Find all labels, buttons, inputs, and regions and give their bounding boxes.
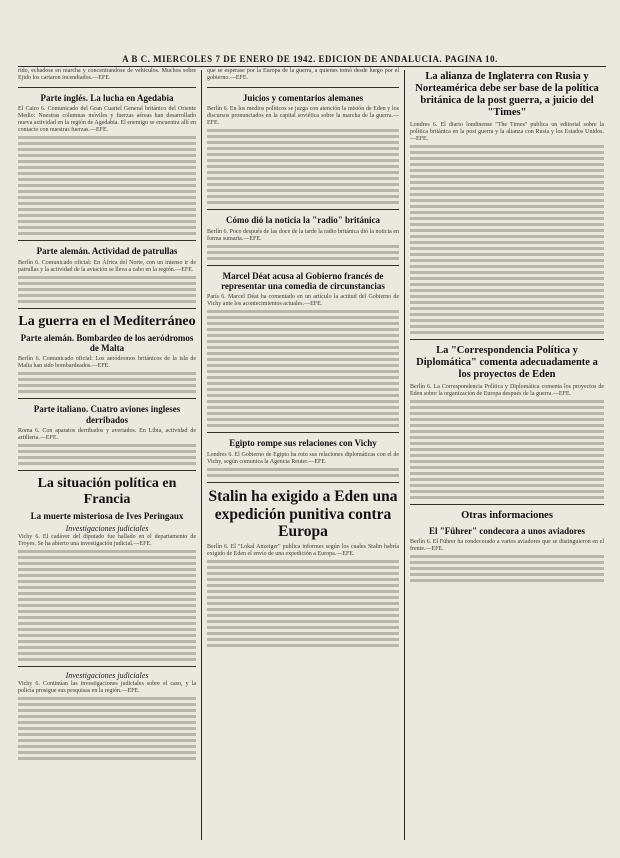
separator <box>18 308 196 309</box>
article-headline: Parte alemán. Actividad de patrullas <box>36 246 178 257</box>
separator <box>18 87 196 88</box>
article-headline: Marcel Déat acusa al Gobierno francés de representar una comedia de circunstancias <box>221 270 385 292</box>
column-3 <box>410 68 604 585</box>
article-headline: La "Correspondencia Política y Diplomática" comenta adecuadamente a los proyectos de Eden <box>416 345 598 381</box>
separator <box>18 398 196 399</box>
text-lines <box>207 245 399 260</box>
column-1 <box>18 68 196 763</box>
header-rule <box>18 66 606 67</box>
column-divider <box>404 70 405 840</box>
article-text: Berlín 6. El "Lokal Anzeiger" publica informes según los cuales Stalin habría exigido de Eden el envío de una expedición a Europa.—EFE. <box>207 544 399 558</box>
section-headline: Stalin ha exigido a Eden una expedición punitiva contra Europa <box>208 487 398 541</box>
article-text: que se esperase por la Europa de la guerra, a quienes tomó desde luego por el gobierno.—EFE. <box>207 68 399 81</box>
article-kicker: Investigaciones judiciales <box>65 670 149 680</box>
article-subheadline: La muerte misteriosa de Ives Peringaux <box>30 511 184 522</box>
text-lines <box>18 136 196 235</box>
article-text: Berlín 6. Comunicado oficial: Los aeródromos británicos de la isla de Malta han sido bombardeados.—EFE. <box>18 356 196 370</box>
section-headline: La guerra en el Mediterráneo <box>18 313 196 329</box>
article-headline: La alianza de Inglaterra con Rusia y Norteamérica debe ser base de la política británica de la post guerra, a juicio del "Times" <box>415 71 599 119</box>
article-text: Berlín 6. La Correspondencia Política y Diplomática comenta los proyectos de Eden sobre la organización de Europa después de la guerra.—EFE. <box>410 384 604 398</box>
article-headline: Juicios y comentarios alemanes <box>242 93 364 103</box>
text-lines <box>410 400 604 499</box>
separator <box>18 240 196 241</box>
text-lines <box>18 444 196 465</box>
separator <box>18 470 196 471</box>
article-text: rido, echadose en marcha y concentrandose de vehiculos. Muchos sobre Ejido los cartaron incendiados.—EFE. <box>18 68 196 81</box>
text-lines <box>207 560 399 647</box>
separator <box>207 209 399 210</box>
separator <box>207 265 399 266</box>
article-text: Berlín 6. Comunicado oficial: En África del Norte, con un intenso ir de patrullas y la actividad de la aviación se lleva a cabo en la región.—EFE. <box>18 259 196 273</box>
article-text: Berlín 6. Poco después de las doce de la tarde la radio británica dió la noticia en forma sumaria.—EFE. <box>207 228 399 242</box>
column-2 <box>207 68 399 650</box>
separator <box>207 87 399 88</box>
text-lines <box>207 468 399 477</box>
article-text: Berlín 6. En los medios políticos se juzga con atención la misión de Eden y los discursos pronunciados en la capital soviética sobre la marcha de la guerra.—EFE. <box>207 106 399 127</box>
text-lines <box>18 276 196 303</box>
article-text: Berlín 6. El Führer ha condecorado a varios aviadores que se distinguieron en el frente.—EFE. <box>410 538 604 552</box>
page-header: A B C. MIERCOLES 7 DE ENERO DE 1942. EDICION DE ANDALUCIA. PAGINA 10. <box>122 54 498 64</box>
article-headline: Parte alemán. Bombardeo de los aeródromos de Malta <box>20 332 194 354</box>
text-lines <box>410 555 604 582</box>
section-headline: La situación política en Francia <box>37 476 177 508</box>
separator <box>207 482 399 483</box>
article-kicker: Investigaciones judiciales <box>65 523 149 533</box>
text-lines <box>207 129 399 204</box>
article-headline: El "Führer" condecora a unos aviadores <box>429 525 585 536</box>
article-headline: Egipto rompe sus relaciones con Vichy <box>229 438 377 449</box>
separator <box>410 504 604 505</box>
article-text: Roma 6. Con aparatos derribados y averiados. En Libia, actividad de artillería.—EFE. <box>18 428 196 442</box>
column-divider <box>201 70 202 840</box>
text-lines <box>18 372 196 393</box>
text-lines <box>18 697 196 760</box>
text-lines <box>410 145 604 334</box>
article-text: París 6. Marcel Déat ha comentado en un artículo la actitud del Gobierno de Vichy ante los acontecimientos actuales.—EFE. <box>207 294 399 308</box>
separator <box>18 666 196 667</box>
separator <box>410 339 604 340</box>
article-text: Londres 6. El Gobierno de Egipto ha roto sus relaciones diplomáticas con el de Vichy, según comunica la Agencia Reuter.—EFE. <box>207 451 399 465</box>
article-text: El Cairo 6. Comunicado del Gran Cuartel General británico del Oriente Medio: Nuestras columnas móviles y fuerzas aéreas han desarrollado nueva actividad en la región de Agedabia. El enemigo se encuentra allí en contacto con nuestras fuerzas.—EFE. <box>18 106 196 134</box>
article-text: Vichy 6. El cadáver del diputado fue hallado en el departamento de Troyes. Se ha abierto una investigación judicial.—EFE. <box>18 533 196 547</box>
article-headline: Parte italiano. Cuatro aviones ingleses derribados <box>33 404 181 425</box>
section-headline: Otras informaciones <box>461 510 553 522</box>
article-text: Londres 6. El diario londinense "The Times" publica un editorial sobre la política británica en la post guerra y la alianza con Rusia y los Estados Unidos.—EFE. <box>410 122 604 143</box>
separator <box>207 432 399 433</box>
article-text: Vichy 6. Continúan las investigaciones judiciales sobre el caso, y la policía prosigue sus pesquisas en la región.—EFE. <box>18 680 196 694</box>
article-headline: Parte inglés. La lucha en Agedabia <box>40 93 174 103</box>
article-headline: Cómo dió la noticia la "radio" británica <box>226 215 380 226</box>
text-lines <box>18 550 196 661</box>
text-lines <box>207 310 399 427</box>
